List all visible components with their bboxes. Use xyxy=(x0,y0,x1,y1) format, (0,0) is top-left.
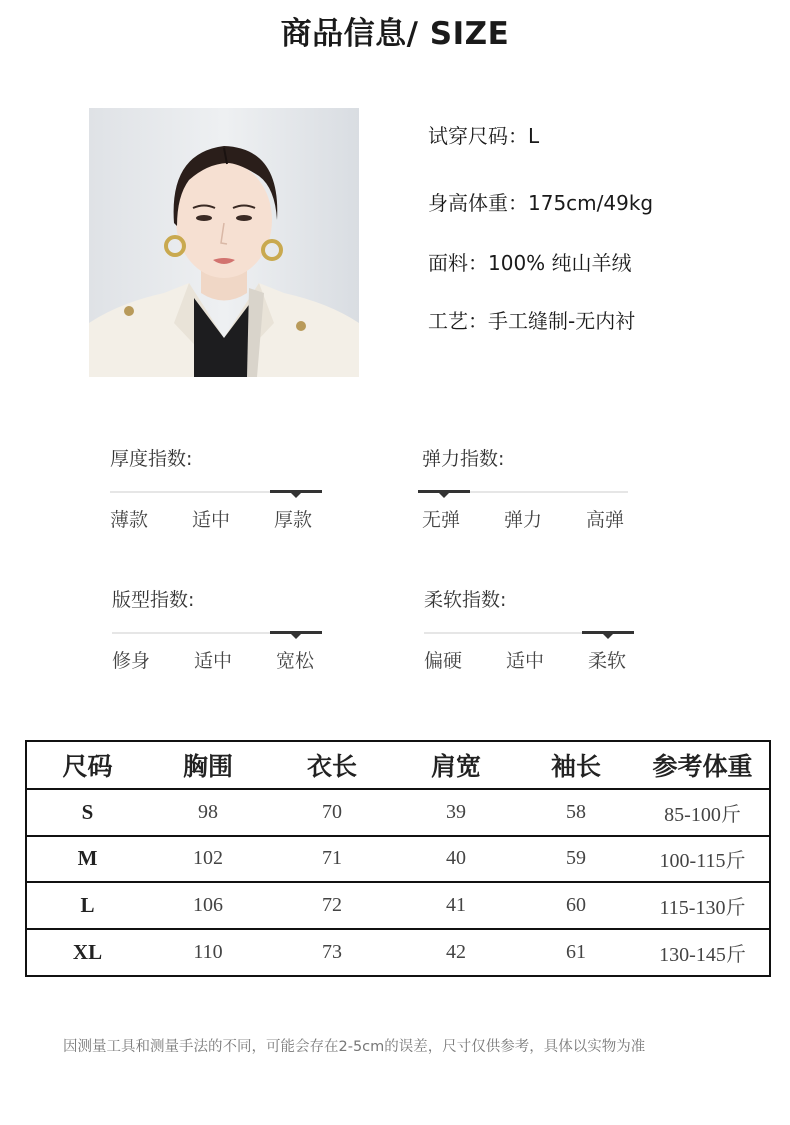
softness-option-firm: 偏硬 xyxy=(424,650,463,672)
measurement-note: 因测量工具和测量手法的不同，可能会存在2-5cm的误差，尺寸仅供参考，具体以实物为准 xyxy=(63,1039,646,1055)
cell-shoulder: 40 xyxy=(396,836,516,883)
fit-index-marker xyxy=(270,631,322,634)
trial-size-info: 试穿尺码：L xyxy=(428,124,540,148)
size-table-header xyxy=(26,741,770,789)
softness-option-soft: 柔软 xyxy=(588,650,627,672)
cell-bust: 110 xyxy=(148,929,268,976)
softness-index-title: 柔软指数: xyxy=(424,589,507,611)
fit-option-slim: 修身 xyxy=(112,650,151,672)
cell-bust: 106 xyxy=(148,882,268,929)
header-weight: 参考体重 xyxy=(636,741,770,789)
thickness-index-title: 厚度指数: xyxy=(110,448,193,470)
fit-option-regular: 适中 xyxy=(194,650,233,672)
cell-length: 73 xyxy=(268,929,396,976)
cell-sleeve: 59 xyxy=(516,836,636,883)
page-title: 商品信息/ SIZE xyxy=(280,16,510,52)
cell-sleeve: 58 xyxy=(516,789,636,836)
craft-info: 工艺：手工缝制-无内衬 xyxy=(428,309,636,333)
header-bust: 胸围 xyxy=(148,741,268,789)
cell-length: 70 xyxy=(268,789,396,836)
softness-option-medium: 适中 xyxy=(506,650,545,672)
softness-index-marker xyxy=(582,631,634,634)
cell-shoulder: 42 xyxy=(396,929,516,976)
cell-weight: 100-115斤 xyxy=(636,836,770,883)
cell-size: XL xyxy=(26,929,148,976)
table-row xyxy=(26,789,770,836)
cell-bust: 98 xyxy=(148,789,268,836)
thickness-option-medium: 适中 xyxy=(192,509,231,531)
table-row xyxy=(26,929,770,976)
cell-length: 72 xyxy=(268,882,396,929)
cell-size: L xyxy=(26,882,148,929)
cell-weight: 115-130斤 xyxy=(636,882,770,929)
cell-sleeve: 61 xyxy=(516,929,636,976)
cell-size: M xyxy=(26,836,148,883)
table-row xyxy=(26,882,770,929)
cell-length: 71 xyxy=(268,836,396,883)
header-size: 尺码 xyxy=(26,741,148,789)
elasticity-index-title: 弹力指数: xyxy=(422,448,505,470)
cell-bust: 102 xyxy=(148,836,268,883)
fit-index-title: 版型指数: xyxy=(112,589,195,611)
table-row xyxy=(26,836,770,883)
model-photo xyxy=(89,108,359,377)
elasticity-option-high: 高弹 xyxy=(586,509,625,531)
cell-sleeve: 60 xyxy=(516,882,636,929)
size-table xyxy=(25,740,771,977)
height-weight-info: 身高体重：175cm/49kg xyxy=(428,191,654,215)
header-sleeve: 袖长 xyxy=(516,741,636,789)
header-shoulder: 肩宽 xyxy=(396,741,516,789)
header-length: 衣长 xyxy=(268,741,396,789)
cell-shoulder: 41 xyxy=(396,882,516,929)
thickness-option-thin: 薄款 xyxy=(110,509,149,531)
thickness-index-marker xyxy=(270,490,322,493)
cell-size: S xyxy=(26,789,148,836)
cell-weight: 130-145斤 xyxy=(636,929,770,976)
cell-shoulder: 39 xyxy=(396,789,516,836)
cell-weight: 85-100斤 xyxy=(636,789,770,836)
fit-option-loose: 宽松 xyxy=(276,650,315,672)
fabric-info: 面料：100% 纯山羊绒 xyxy=(428,251,632,275)
elasticity-index-marker xyxy=(418,490,470,493)
elasticity-option-stretch: 弹力 xyxy=(504,509,543,531)
thickness-option-thick: 厚款 xyxy=(274,509,313,531)
elasticity-option-none: 无弹 xyxy=(422,509,461,531)
